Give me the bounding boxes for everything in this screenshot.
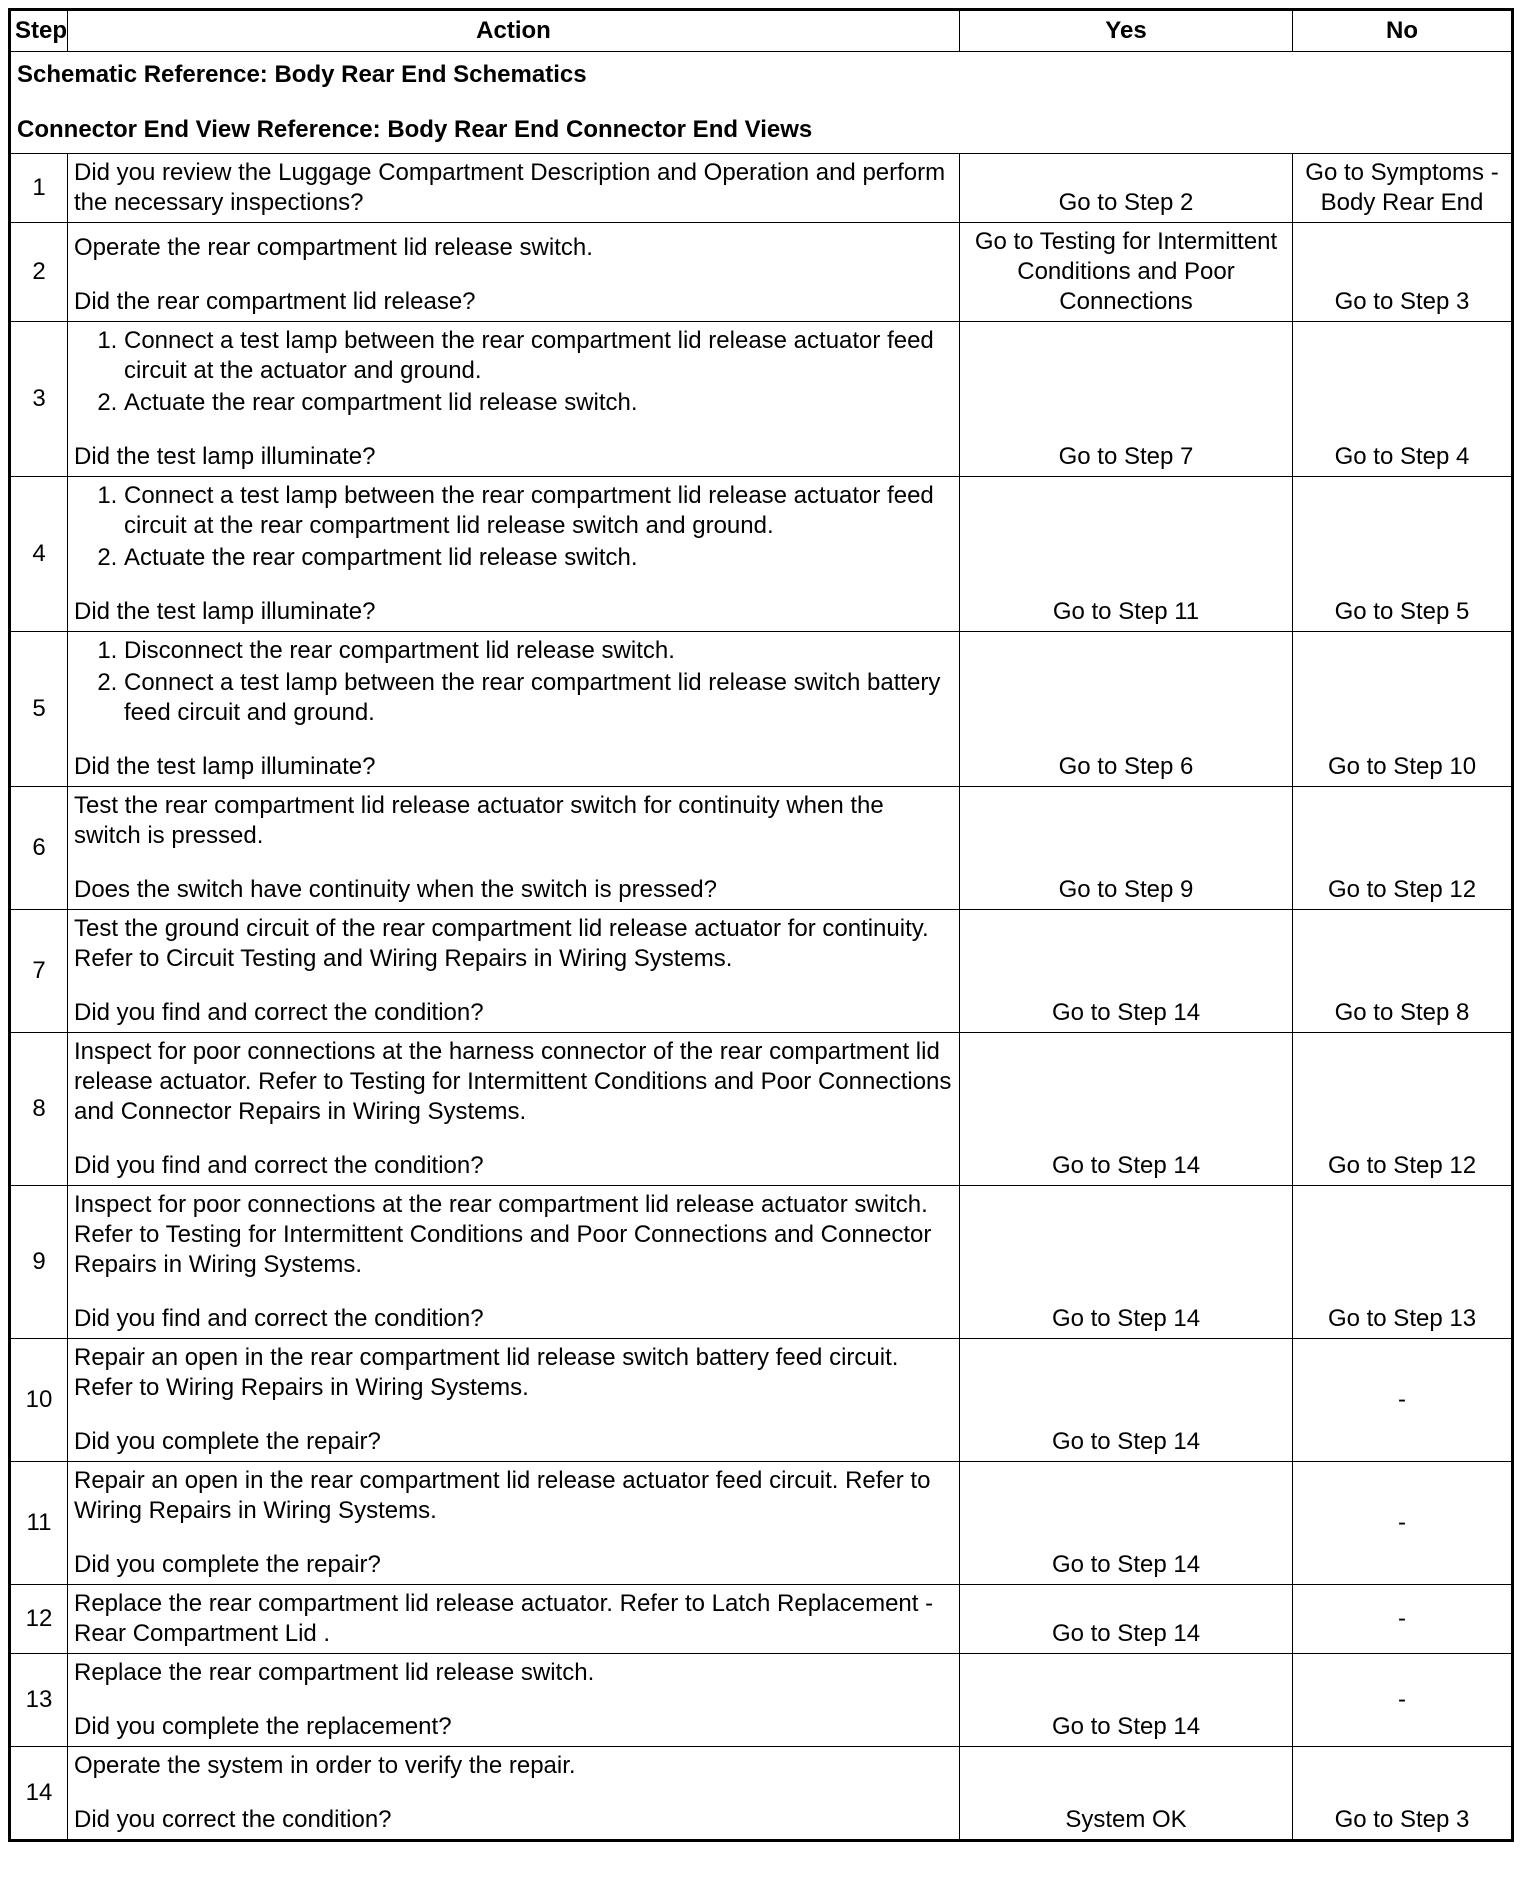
action-text: Did you review the Luggage Compartment Description and Operation and perform the necessary inspections? <box>74 159 946 216</box>
table-row <box>10 1033 1513 1186</box>
table-row <box>10 223 1513 322</box>
action-text: Inspect for poor connections at the harness connector of the rear compartment lid release actuator. Refer to Testing for Intermittent Conditions and Poor Connections and Connector Repairs in Wiring Systems. <box>74 1038 952 1125</box>
action-steps-list <box>74 326 953 418</box>
no-result: Go to Step 12 <box>1293 787 1513 910</box>
diagnostic-table <box>8 8 1514 1842</box>
action-step-item: 1. Connect a test lamp between the rear compartment lid release actuator feed circuit at the actuator and ground. <box>124 326 953 386</box>
action-text: Inspect for poor connections at the rear compartment lid release actuator switch. Refer to Testing for Intermittent Conditions and Poor Connections and Connector Repairs in Wiring Systems. <box>74 1191 932 1278</box>
action-text: Replace the rear compartment lid release switch. <box>74 1659 595 1686</box>
action-text: Repair an open in the rear compartment lid release actuator feed circuit. Refer to Wiring Repairs in Wiring Systems. <box>74 1467 931 1524</box>
action-text: Operate the system in order to verify the repair. <box>74 1752 576 1779</box>
yes-result: Go to Step 14 <box>960 1186 1293 1339</box>
action-question: Did you find and correct the condition? <box>74 1152 484 1179</box>
yes-result: Go to Step 14 <box>960 1033 1293 1186</box>
reference-row <box>10 52 1513 154</box>
action-steps-list <box>74 636 953 728</box>
action-step-item: 2. Actuate the rear compartment lid release switch. <box>124 388 953 418</box>
action-cell <box>68 1747 960 1841</box>
action-cell <box>68 154 960 223</box>
yes-result: System OK <box>960 1747 1293 1841</box>
action-cell <box>68 477 960 632</box>
schematic-reference: Schematic Reference: Body Rear End Schematics <box>17 61 587 88</box>
action-question: Did you complete the repair? <box>74 1551 381 1578</box>
step-number: 1 <box>10 154 68 223</box>
yes-result: Go to Step 6 <box>960 632 1293 787</box>
step-number: 8 <box>10 1033 68 1186</box>
action-cell <box>68 1033 960 1186</box>
step-number: 7 <box>10 910 68 1033</box>
table-row <box>10 632 1513 787</box>
action-cell <box>68 1585 960 1654</box>
step-number: 6 <box>10 787 68 910</box>
yes-result: Go to Step 11 <box>960 477 1293 632</box>
yes-result: Go to Testing for Intermittent Conditions and Poor Connections <box>960 223 1293 322</box>
action-question: Did the test lamp illuminate? <box>74 443 376 470</box>
action-steps-list <box>74 481 953 573</box>
table-row <box>10 787 1513 910</box>
action-question: Did you find and correct the condition? <box>74 999 484 1026</box>
no-result: Go to Step 10 <box>1293 632 1513 787</box>
no-result: Go to Step 12 <box>1293 1033 1513 1186</box>
step-number: 13 <box>10 1654 68 1747</box>
action-step-item: 2. Connect a test lamp between the rear compartment lid release switch battery feed circuit and ground. <box>124 668 953 728</box>
table-row <box>10 910 1513 1033</box>
action-cell <box>68 1462 960 1585</box>
header-yes: Yes <box>960 10 1293 52</box>
action-text: Test the rear compartment lid release actuator switch for continuity when the switch is pressed. <box>74 792 884 849</box>
diagnostic-document <box>8 8 1511 1842</box>
action-cell <box>68 787 960 910</box>
action-step-item: 2. Actuate the rear compartment lid release switch. <box>124 543 953 573</box>
table-header-row <box>10 10 1513 52</box>
no-result: Go to Step 4 <box>1293 322 1513 477</box>
table-row <box>10 1462 1513 1585</box>
table-row <box>10 1339 1513 1462</box>
table-row <box>10 322 1513 477</box>
connector-reference: Connector End View Reference: Body Rear End Connector End Views <box>17 116 813 143</box>
action-text: Operate the rear compartment lid release switch. <box>74 234 593 261</box>
action-cell <box>68 1339 960 1462</box>
action-question: Did you complete the replacement? <box>74 1713 452 1740</box>
action-question: Did the test lamp illuminate? <box>74 753 376 780</box>
action-cell <box>68 910 960 1033</box>
no-result: Go to Step 5 <box>1293 477 1513 632</box>
action-cell <box>68 223 960 322</box>
action-cell <box>68 1186 960 1339</box>
action-step-item: 1. Disconnect the rear compartment lid release switch. <box>124 636 953 666</box>
step-number: 11 <box>10 1462 68 1585</box>
no-result: Go to Step 3 <box>1293 223 1513 322</box>
yes-result: Go to Step 2 <box>960 154 1293 223</box>
step-number: 9 <box>10 1186 68 1339</box>
action-cell <box>68 632 960 787</box>
header-step: Step <box>10 10 68 52</box>
table-row <box>10 1186 1513 1339</box>
yes-result: Go to Step 14 <box>960 1654 1293 1747</box>
action-text: Replace the rear compartment lid release actuator. Refer to Latch Replacement - Rear Compartment Lid . <box>74 1590 934 1647</box>
yes-result: Go to Step 9 <box>960 787 1293 910</box>
action-question: Did the test lamp illuminate? <box>74 598 376 625</box>
action-cell <box>68 322 960 477</box>
action-text: Test the ground circuit of the rear compartment lid release actuator for continuity. Refer to Circuit Testing and Wiring Repairs in Wiring Systems. <box>74 915 929 972</box>
step-number: 14 <box>10 1747 68 1841</box>
yes-result: Go to Step 14 <box>960 1462 1293 1585</box>
yes-result: Go to Step 14 <box>960 1585 1293 1654</box>
table-row <box>10 1747 1513 1841</box>
action-cell <box>68 1654 960 1747</box>
table-row <box>10 1585 1513 1654</box>
yes-result: Go to Step 7 <box>960 322 1293 477</box>
no-result: - <box>1293 1462 1513 1585</box>
action-question: Does the switch have continuity when the switch is pressed? <box>74 876 717 903</box>
yes-result: Go to Step 14 <box>960 910 1293 1033</box>
no-result: Go to Step 8 <box>1293 910 1513 1033</box>
no-result: - <box>1293 1654 1513 1747</box>
reference-cell <box>10 52 1513 154</box>
yes-result: Go to Step 14 <box>960 1339 1293 1462</box>
table-row <box>10 154 1513 223</box>
no-result: - <box>1293 1339 1513 1462</box>
action-question: Did you complete the repair? <box>74 1428 381 1455</box>
no-result: Go to Step 3 <box>1293 1747 1513 1841</box>
step-number: 12 <box>10 1585 68 1654</box>
step-number: 3 <box>10 322 68 477</box>
header-no: No <box>1293 10 1513 52</box>
table-row <box>10 1654 1513 1747</box>
action-question: Did the rear compartment lid release? <box>74 288 476 315</box>
no-result: Go to Symptoms - Body Rear End <box>1293 154 1513 223</box>
action-text: Repair an open in the rear compartment lid release switch battery feed circuit. Refer to Wiring Repairs in Wiring Systems. <box>74 1344 899 1401</box>
header-action: Action <box>68 10 960 52</box>
step-number: 5 <box>10 632 68 787</box>
table-row <box>10 477 1513 632</box>
action-question: Did you correct the condition? <box>74 1806 392 1833</box>
step-number: 4 <box>10 477 68 632</box>
no-result: - <box>1293 1585 1513 1654</box>
action-question: Did you find and correct the condition? <box>74 1305 484 1332</box>
action-step-item: 1. Connect a test lamp between the rear compartment lid release actuator feed circuit at the rear compartment lid release switch and ground. <box>124 481 953 541</box>
no-result: Go to Step 13 <box>1293 1186 1513 1339</box>
step-number: 2 <box>10 223 68 322</box>
step-number: 10 <box>10 1339 68 1462</box>
